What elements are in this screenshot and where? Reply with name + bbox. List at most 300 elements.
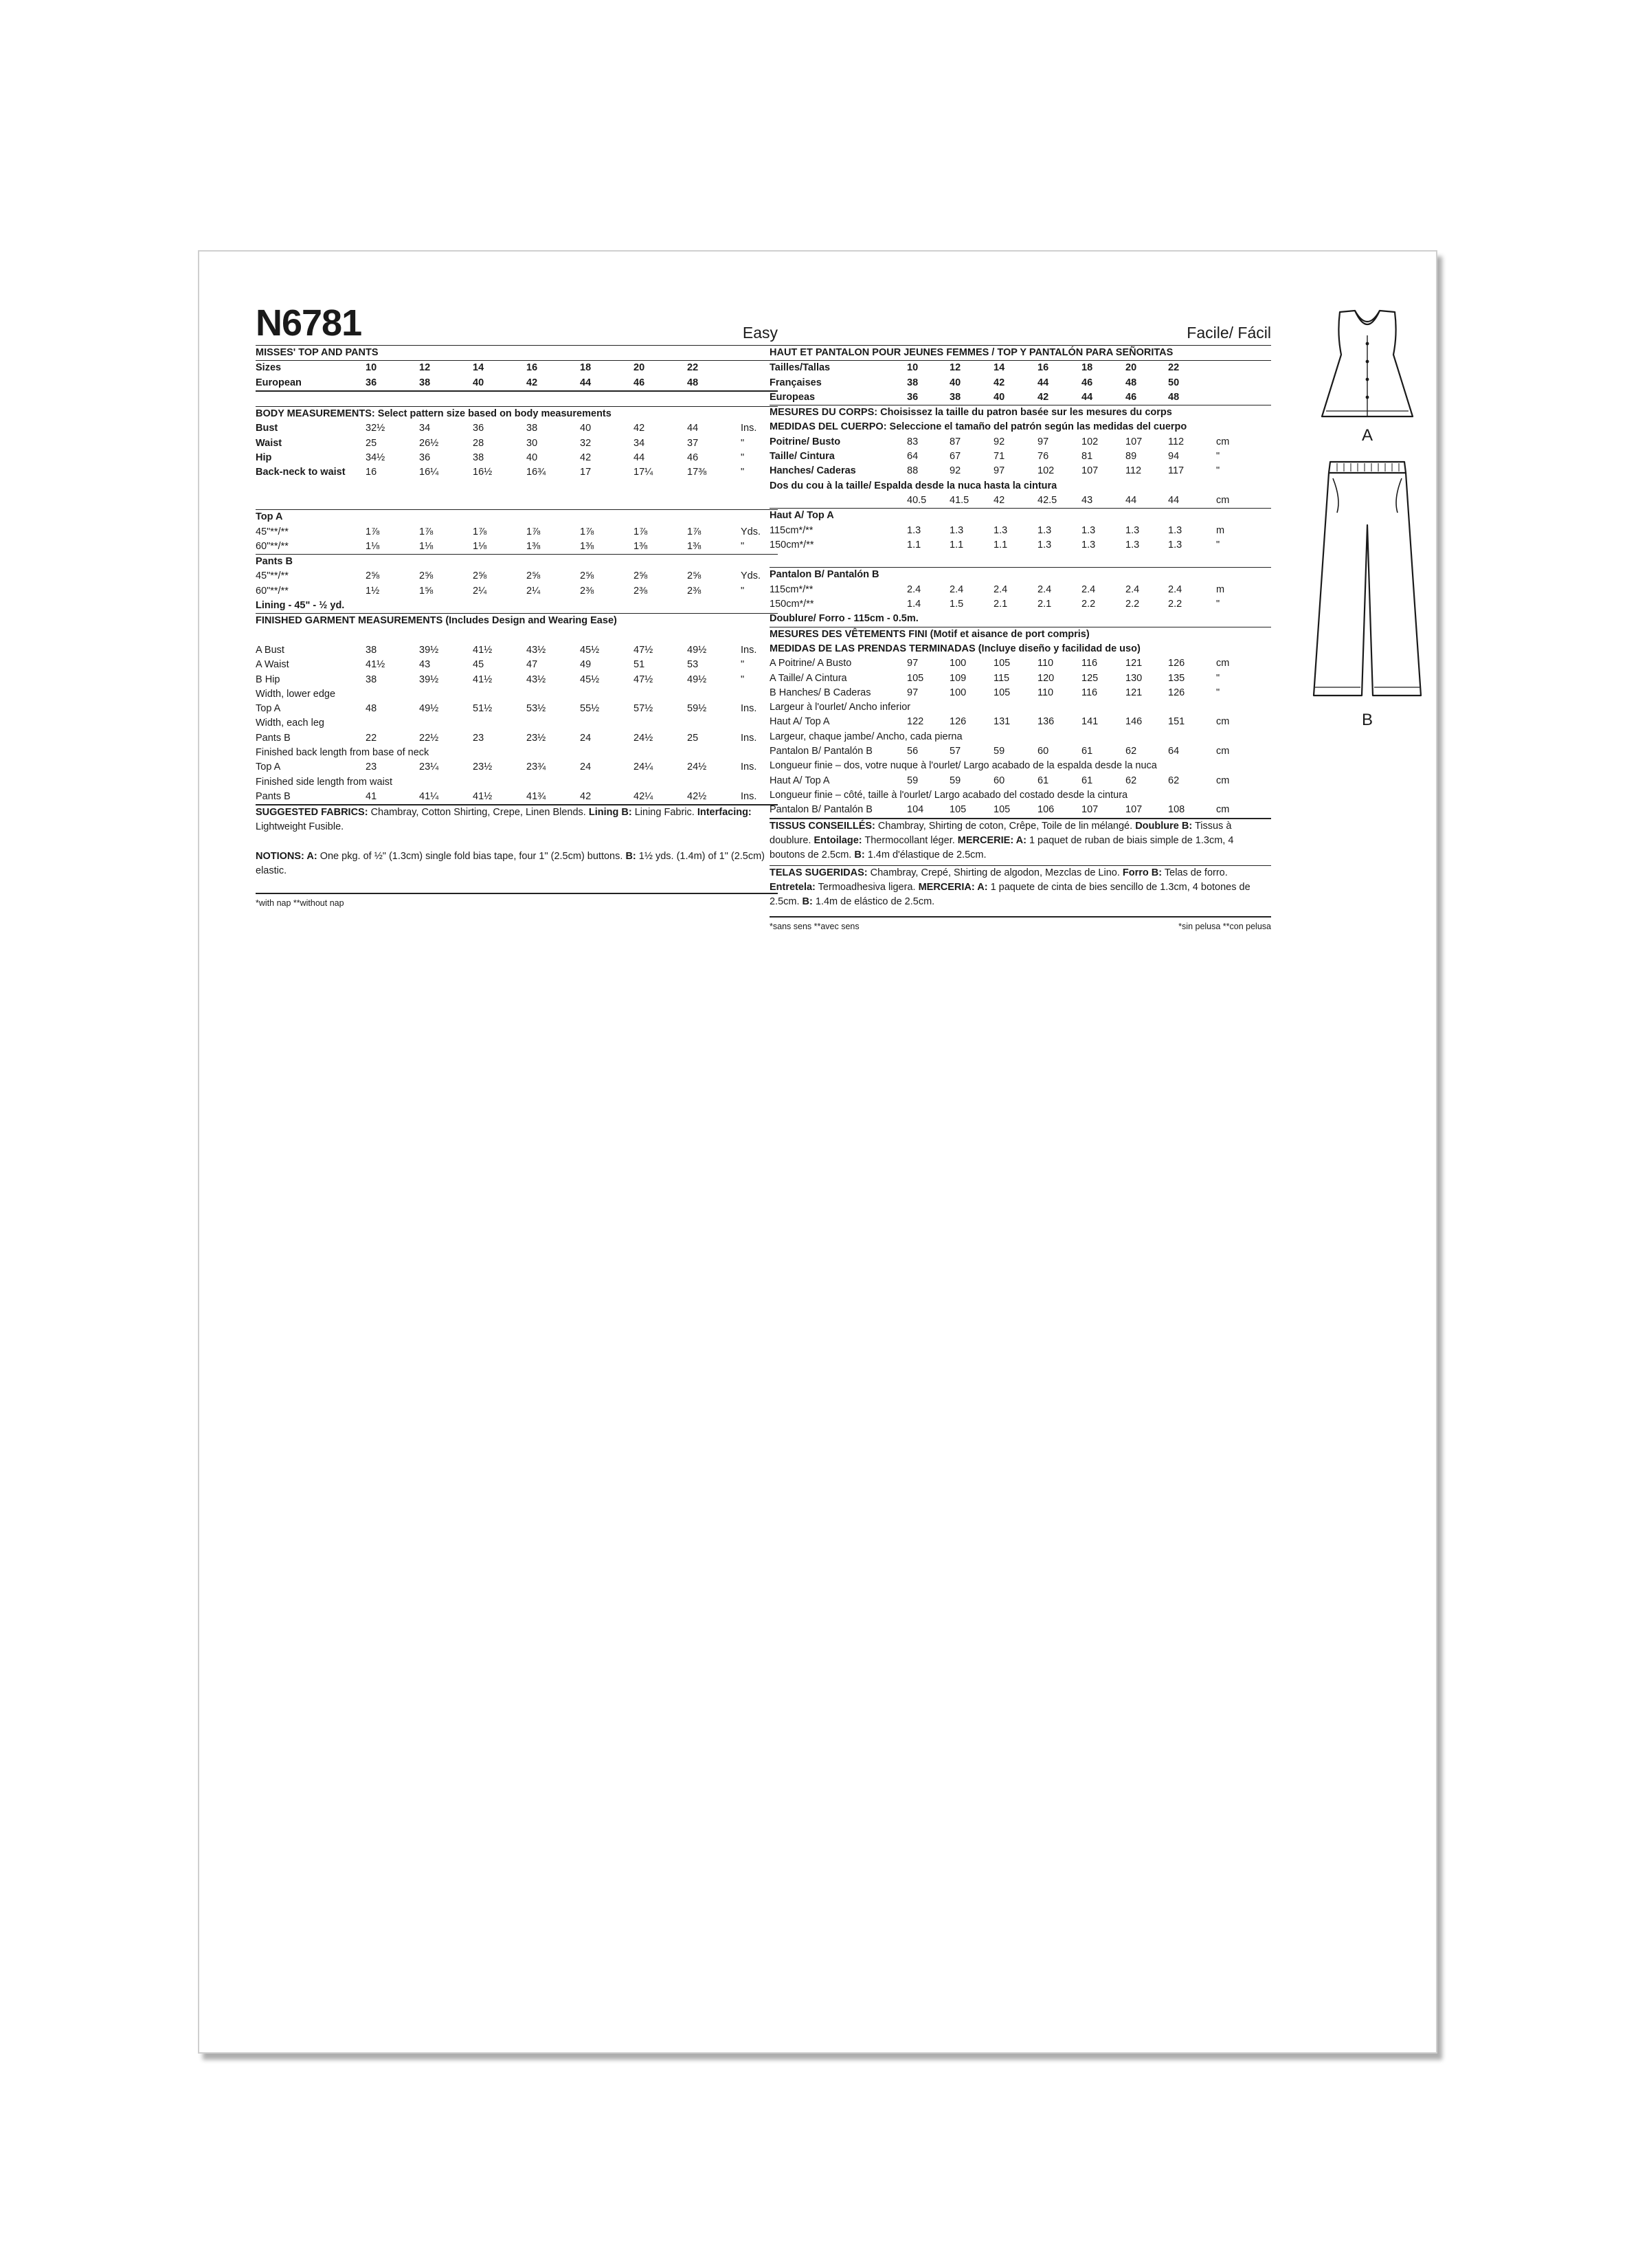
row-value: 2⅝: [633, 570, 648, 582]
finished-heading-es: [770, 642, 1271, 656]
row-label: Pantalon B/ Pantalón B: [770, 804, 873, 816]
row-value: 20: [1125, 362, 1137, 374]
telas-sugeridas: [770, 866, 1271, 909]
finished-row: [256, 746, 778, 760]
row-value: 112: [1168, 436, 1185, 447]
row-unit: cm: [1216, 804, 1230, 816]
technical-drawings: [1305, 307, 1429, 801]
francaises-row: [770, 376, 1271, 390]
row-value: 1.3: [1037, 524, 1052, 536]
row-label: B Hip: [256, 674, 280, 685]
row-value: 2.4: [1081, 583, 1096, 595]
row-value: 44: [580, 377, 592, 388]
row-value: 106: [1037, 804, 1055, 816]
row-value: 136: [1037, 716, 1055, 728]
row-value: 30: [526, 437, 538, 449]
row-unit: ": [1216, 672, 1220, 684]
row-label: Longueur finie – côté, taille à l'ourlet/ Largo acabado del costado desde la cintura: [770, 789, 1128, 801]
row-value: 10: [366, 362, 377, 374]
lining-row: [256, 599, 778, 613]
row-value: 40: [950, 377, 961, 388]
row-value: 87: [950, 436, 961, 447]
row-value: 1.3: [1081, 539, 1096, 551]
heading-text: Dos du cou à la taille/ Espalda desde la nuca hasta la cintura: [770, 480, 1057, 491]
row-value: 39½: [419, 644, 439, 656]
suggested-fabrics: [256, 805, 778, 834]
row-value: 64: [1168, 746, 1180, 757]
row-value: 108: [1168, 804, 1185, 816]
para-label: B:: [625, 850, 636, 862]
row-value: 25: [687, 732, 699, 744]
row-value: 12: [950, 362, 961, 374]
lining-row-fr: [770, 612, 1271, 626]
row-unit: cm: [1216, 775, 1230, 786]
row-label: Haut A/ Top A: [770, 716, 830, 728]
row-value: 28: [473, 437, 484, 449]
divider: [256, 893, 778, 894]
row-value: 42: [526, 377, 538, 388]
row-value: 2¼: [526, 585, 541, 597]
row-value: 57½: [633, 703, 653, 715]
row-value: 2.4: [950, 583, 964, 595]
para-text: Lining Fabric.: [634, 807, 695, 819]
row-unit: Ins.: [741, 790, 757, 802]
row-value: 24¼: [633, 761, 653, 773]
yardage-row: [256, 569, 778, 583]
row-value: 34½: [366, 452, 385, 464]
row-value: 1.3: [994, 524, 1008, 536]
row-unit: cm: [1216, 716, 1230, 728]
row-value: 110: [1037, 687, 1054, 698]
row-value: 45: [473, 659, 484, 671]
row-value: 43½: [526, 644, 546, 656]
row-value: 40: [473, 377, 484, 388]
row-value: 38: [950, 391, 961, 403]
row-value: 24: [580, 732, 592, 744]
row-value: 83: [907, 436, 919, 447]
top-a-yardage-heading-fr: [770, 508, 1271, 523]
row-value: 107: [1125, 436, 1143, 447]
row-unit: cm: [1216, 436, 1230, 447]
row-label: Pants B: [256, 732, 291, 744]
back-neck-label: [770, 479, 1271, 493]
row-value: 97: [907, 658, 919, 669]
row-label: A Poitrine/ A Busto: [770, 658, 852, 669]
body-row: [770, 435, 1271, 449]
para-label: Entoilage:: [814, 834, 862, 846]
row-value: 2⅝: [526, 570, 541, 582]
para-label: B:: [854, 849, 865, 860]
row-value: 105: [950, 804, 967, 816]
row-value: 151: [1168, 716, 1185, 728]
row-unit: ": [1216, 599, 1220, 610]
row-value: 18: [1081, 362, 1093, 374]
row-value: 16: [366, 467, 377, 478]
row-value: 23½: [526, 732, 546, 744]
row-value: 104: [907, 804, 924, 816]
row-label: Tailles/Tallas: [770, 362, 831, 374]
row-value: 97: [994, 465, 1005, 477]
row-label: 45"**/**: [256, 526, 289, 537]
body-row: [256, 465, 778, 480]
row-value: 41¾: [526, 790, 546, 802]
yardage-row: [256, 540, 778, 554]
row-value: 115: [994, 672, 1010, 684]
row-label: A Taille/ A Cintura: [770, 672, 847, 684]
row-value: 34: [419, 423, 431, 434]
row-value: 45½: [580, 674, 600, 685]
row-value: 16: [526, 362, 538, 374]
row-label: Finished back length from base of neck: [256, 747, 429, 759]
row-value: 1.3: [1168, 524, 1182, 536]
finished-row: [770, 759, 1271, 773]
row-value: 125: [1081, 672, 1099, 684]
para-label: MERCERIA: A:: [918, 881, 988, 893]
row-value: 20: [633, 362, 645, 374]
row-value: 38: [366, 674, 377, 685]
row-value: 64: [907, 451, 919, 463]
row-label: Longueur finie – dos, votre nuque à l'ourlet/ Largo acabado de la espalda desde la nuca: [770, 760, 1157, 772]
row-value: 1.4: [907, 599, 921, 610]
row-unit: m: [1216, 524, 1225, 536]
row-value: 76: [1037, 451, 1049, 463]
para-text: Tissus à doublure.: [770, 820, 1232, 846]
spacer: [256, 629, 778, 643]
row-value: 2.4: [1125, 583, 1140, 595]
heading-text: Haut A/ Top A: [770, 510, 834, 522]
row-value: 39½: [419, 674, 439, 685]
row-value: 62: [1125, 746, 1137, 757]
row-value: 23: [473, 732, 484, 744]
row-value: 23: [366, 761, 377, 773]
difficulty-label-fr-es: Facile/ Fácil: [1187, 324, 1271, 342]
row-label: 115cm*/**: [770, 524, 814, 536]
footnote-es: *sin pelusa **con pelusa: [1178, 921, 1271, 931]
row-value: 105: [994, 687, 1011, 698]
row-value: 16: [1037, 362, 1049, 374]
row-value: 41½: [473, 674, 493, 685]
row-value: 44: [633, 452, 645, 464]
row-value: 2⅝: [687, 570, 702, 582]
row-value: 117: [1168, 465, 1185, 477]
row-value: 2.4: [994, 583, 1008, 595]
row-value: 42: [994, 377, 1005, 388]
body-row: [256, 451, 778, 465]
row-value: 2⅝: [580, 570, 594, 582]
row-value: 105: [994, 658, 1011, 669]
sizes-row: [770, 360, 1271, 375]
row-value: 44: [1125, 494, 1137, 506]
finished-row: [256, 731, 778, 746]
para-label: Entretela:: [770, 881, 816, 893]
row-value: 17: [580, 467, 592, 478]
para-label: MERCERIE: A:: [957, 834, 1027, 846]
row-value: 49½: [687, 674, 707, 685]
title-row-fr-es: [770, 345, 1271, 360]
row-value: 59: [907, 775, 919, 786]
finished-row: [770, 788, 1271, 803]
row-label: Hip: [256, 452, 272, 464]
row-value: 94: [1168, 451, 1180, 463]
row-value: 126: [1168, 687, 1185, 698]
row-label: 60"**/**: [256, 585, 289, 597]
row-value: 2⅜: [580, 585, 594, 597]
row-unit: Yds.: [741, 526, 761, 537]
row-value: 17¼: [633, 467, 653, 478]
row-value: 41½: [473, 790, 493, 802]
finished-row: [770, 730, 1271, 744]
row-value: 32½: [366, 423, 385, 434]
finished-row: [770, 686, 1271, 700]
row-value: 55½: [580, 703, 600, 715]
row-value: 44: [1037, 377, 1049, 388]
row-value: 38: [526, 423, 538, 434]
heading-text: MEDIDAS DE LAS PRENDAS TERMINADAS (Incluye diseño y facilidad de uso): [770, 643, 1141, 654]
row-value: 2.1: [1037, 599, 1052, 610]
row-value: 100: [950, 687, 967, 698]
row-value: 130: [1125, 672, 1143, 684]
row-value: 71: [994, 451, 1005, 463]
row-value: 42: [1037, 391, 1049, 403]
row-value: 49½: [687, 644, 707, 656]
heading-text: Lining - 45" - ½ yd.: [256, 600, 345, 612]
row-label: Width, lower edge: [256, 688, 336, 700]
body-heading-es: [770, 420, 1271, 434]
row-value: 1⅜: [633, 540, 648, 552]
row-value: 135: [1168, 672, 1185, 684]
row-value: 1.1: [907, 539, 921, 551]
row-label: Bust: [256, 423, 278, 434]
finished-row: [770, 656, 1271, 671]
row-value: 38: [366, 644, 377, 656]
row-unit: Yds.: [741, 570, 761, 582]
row-unit: ": [741, 540, 745, 552]
row-value: 2⅝: [366, 570, 380, 582]
row-unit: ": [1216, 451, 1220, 463]
row-value: 53½: [526, 703, 546, 715]
row-value: 1⅞: [687, 526, 702, 537]
finished-measurements-heading: [256, 613, 778, 628]
row-value: 23½: [473, 761, 493, 773]
row-value: 59: [950, 775, 961, 786]
row-label: Pants B: [256, 790, 291, 802]
row-value: 2.4: [907, 583, 921, 595]
row-unit: m: [1216, 583, 1225, 595]
row-label: Width, each leg: [256, 718, 324, 729]
row-value: 48: [366, 703, 377, 715]
heading-text: Doublure/ Forro - 115cm - 0.5m.: [770, 613, 919, 625]
row-unit: ": [741, 452, 745, 464]
row-value: 40: [580, 423, 592, 434]
row-value: 107: [1081, 465, 1099, 477]
row-value: 57: [950, 746, 961, 757]
row-value: 61: [1081, 746, 1093, 757]
row-value: 116: [1081, 687, 1098, 698]
row-unit: ": [741, 659, 745, 671]
row-label: 115cm*/**: [770, 583, 814, 595]
spacer: [256, 878, 778, 893]
row-value: 17⅜: [687, 467, 707, 478]
row-value: 48: [1168, 391, 1180, 403]
spacer: [770, 553, 1271, 567]
row-value: 1.5: [950, 599, 964, 610]
para-text: Telas de forro.: [1164, 867, 1228, 878]
row-unit: ": [1216, 687, 1220, 698]
title-row: [256, 345, 778, 360]
para-label: TISSUS CONSEILLÉS:: [770, 820, 875, 832]
para-text: 1 paquete de cinta de bies sencillo de 1.3cm, 4 botones de 2.5cm.: [770, 881, 1250, 907]
heading-text: HAUT ET PANTALON POUR JEUNES FEMMES / TOP Y PANTALÓN PARA SEÑORITAS: [770, 347, 1174, 358]
row-value: 40: [994, 391, 1005, 403]
row-value: 1⅞: [580, 526, 594, 537]
row-value: 26½: [419, 437, 439, 449]
row-value: 59½: [687, 703, 707, 715]
row-unit: cm: [1216, 746, 1230, 757]
row-value: 43: [1081, 494, 1093, 506]
difficulty-label: Easy: [742, 324, 778, 342]
finished-heading-fr: [770, 627, 1271, 642]
para-text: One pkg. of ½" (1.3cm) single fold bias tape, four 1" (2.5cm) buttons.: [319, 850, 623, 862]
row-value: 41¼: [419, 790, 439, 802]
row-value: 2.2: [1081, 599, 1096, 610]
row-value: 56: [907, 746, 919, 757]
body-row: [256, 436, 778, 451]
row-label: Finished side length from waist: [256, 776, 393, 788]
para-text: Chambray, Crepé, Shirting de algodon, Mezclas de Lino.: [870, 867, 1120, 878]
row-label: Top A: [256, 703, 281, 715]
row-value: 89: [1125, 451, 1137, 463]
yardage-row: [256, 525, 778, 540]
row-label: Top A: [256, 761, 281, 773]
row-label: B Hanches/ B Caderas: [770, 687, 871, 698]
row-value: 1.3: [950, 524, 964, 536]
row-value: 1⅞: [633, 526, 648, 537]
row-value: 45½: [580, 644, 600, 656]
row-value: 97: [907, 687, 919, 698]
row-value: 36: [366, 377, 377, 388]
row-value: 51: [633, 659, 645, 671]
para-text: 1.4m d'élastique de 2.5cm.: [867, 849, 987, 860]
divider: [770, 916, 1271, 918]
row-value: 44: [1168, 494, 1180, 506]
body-row: [770, 464, 1271, 478]
row-value: 23¼: [419, 761, 439, 773]
row-unit: ": [741, 674, 745, 685]
row-value: 62: [1168, 775, 1180, 786]
row-value: 92: [994, 436, 1005, 447]
row-label: Europeas: [770, 391, 816, 403]
row-value: 107: [1125, 804, 1143, 816]
row-value: 48: [1125, 377, 1137, 388]
row-label: Haut A/ Top A: [770, 775, 830, 786]
top-a-yardage-heading: [256, 509, 778, 524]
finished-row: [770, 774, 1271, 788]
row-value: 1½: [366, 585, 380, 597]
row-value: 120: [1037, 672, 1055, 684]
european-row: [256, 376, 778, 390]
row-value: 24: [580, 761, 592, 773]
finished-row: [256, 658, 778, 672]
row-label: 150cm*/**: [770, 539, 814, 551]
finished-row: [256, 643, 778, 658]
row-value: 109: [950, 672, 967, 684]
pants-b-yardage-heading-fr: [770, 567, 1271, 582]
finished-row: [256, 687, 778, 702]
row-value: 1⅞: [366, 526, 380, 537]
yardage-row: [770, 597, 1271, 612]
french-spanish-header: [770, 302, 1271, 344]
row-value: 60: [994, 775, 1005, 786]
row-value: 1⅝: [419, 585, 434, 597]
row-value: 44: [1081, 391, 1093, 403]
row-value: 10: [907, 362, 919, 374]
pattern-envelope-back: [198, 250, 1437, 2054]
para-label: TELAS SUGERIDAS:: [770, 867, 868, 878]
row-value: 24½: [687, 761, 707, 773]
row-value: 44: [687, 423, 699, 434]
row-value: 22: [1168, 362, 1180, 374]
row-value: 38: [419, 377, 431, 388]
finished-row: [770, 671, 1271, 686]
row-value: 2¼: [473, 585, 487, 597]
row-value: 2.2: [1168, 599, 1182, 610]
body-heading-fr: [770, 405, 1271, 420]
europeas-row: [770, 390, 1271, 405]
row-value: 47½: [633, 644, 653, 656]
row-value: 1⅜: [687, 540, 702, 552]
row-value: 1⅛: [366, 540, 380, 552]
row-value: 121: [1125, 658, 1143, 669]
spacer: [256, 480, 778, 495]
english-chart: [256, 345, 778, 909]
row-value: 22: [366, 732, 377, 744]
row-unit: cm: [1216, 658, 1230, 669]
para-label: Doublure B:: [1135, 820, 1193, 832]
row-label: A Bust: [256, 644, 284, 656]
row-value: 62: [1125, 775, 1137, 786]
sizes-row: [256, 360, 778, 375]
row-value: 41: [366, 790, 377, 802]
spacer: [256, 495, 778, 509]
row-value: 1.3: [907, 524, 921, 536]
row-label: Taille/ Cintura: [770, 451, 835, 463]
body-row: [256, 421, 778, 436]
row-value: 38: [473, 452, 484, 464]
pants-b-yardage-heading: [256, 554, 778, 569]
finished-row: [256, 790, 778, 804]
footnote: [256, 897, 778, 909]
row-value: 1⅜: [526, 540, 541, 552]
finished-row: [770, 803, 1271, 817]
yardage-row: [770, 583, 1271, 597]
row-value: 88: [907, 465, 919, 477]
footnote-text: *with nap **without nap: [256, 898, 344, 908]
row-value: 18: [580, 362, 592, 374]
row-value: 49½: [419, 703, 439, 715]
row-value: 50: [1168, 377, 1180, 388]
row-label: European: [256, 377, 302, 388]
row-value: 1⅞: [526, 526, 541, 537]
row-unit: Ins.: [741, 423, 757, 434]
row-value: 47: [526, 659, 538, 671]
finished-row: [770, 744, 1271, 759]
para-label: NOTIONS: A:: [256, 850, 317, 862]
row-value: 105: [994, 804, 1011, 816]
row-value: 60: [1037, 746, 1049, 757]
heading-text: MEDIDAS DEL CUERPO: Seleccione el tamaño del patrón según las medidas del cuerpo: [770, 421, 1187, 433]
row-value: 107: [1081, 804, 1099, 816]
row-value: 41½: [366, 659, 385, 671]
